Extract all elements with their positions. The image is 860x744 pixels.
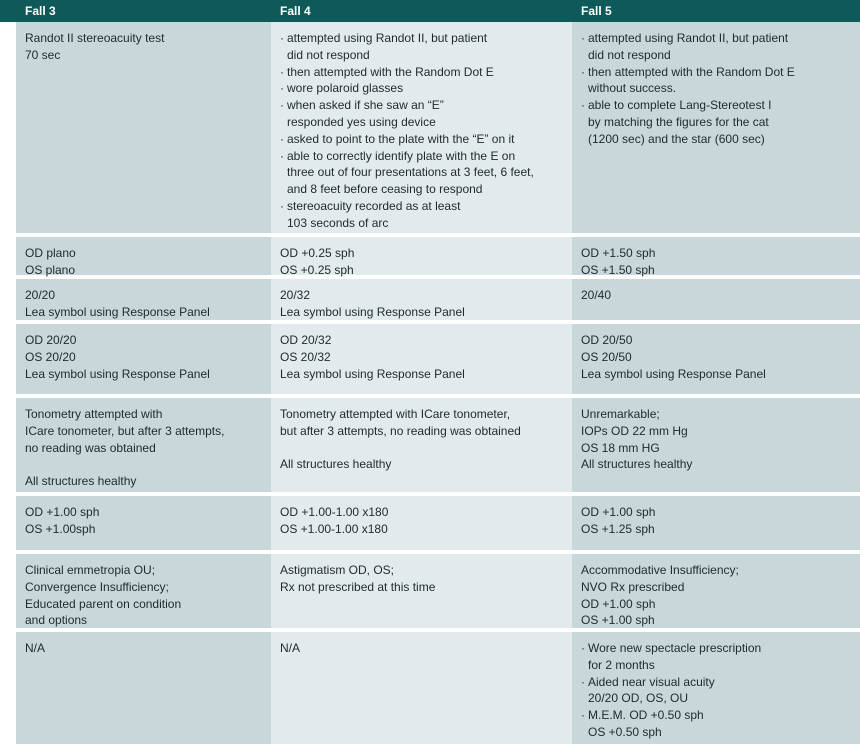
list-item: · asked to point to the plate with the “E” on it	[280, 131, 564, 148]
cell-fall-5: 20/40	[572, 279, 860, 320]
table-row	[0, 237, 860, 275]
table-header	[0, 0, 860, 22]
header-fall-3: Fall 3	[25, 4, 56, 18]
cell-fall-3: Clinical emmetropia OU; Convergence Insufficiency; Educated parent on condition and options	[16, 554, 271, 628]
cell-fall-4: OD 20/32 OS 20/32 Lea symbol using Response Panel	[271, 324, 572, 394]
list-item: · then attempted with the Random Dot E without success.	[581, 64, 852, 98]
cell-fall-5: OD +1.50 sph OS +1.50 sph	[572, 237, 860, 275]
header-fall-5: Fall 5	[581, 4, 612, 18]
list-item: · wore polaroid glasses	[280, 80, 564, 97]
list-item: · attempted using Randot II, but patient did not respond	[581, 30, 852, 64]
list-item: · then attempted with the Random Dot E	[280, 64, 564, 81]
cell-fall-4: Astigmatism OD, OS; Rx not prescribed at this time	[271, 554, 572, 628]
cell-fall-5: OD 20/50 OS 20/50 Lea symbol using Response Panel	[572, 324, 860, 394]
list-item: · Wore new spectacle prescription for 2 months	[581, 640, 852, 674]
list-item: · attempted using Randot II, but patient did not respond	[280, 30, 564, 64]
header-fall-4: Fall 4	[280, 4, 311, 18]
bullet-list	[581, 30, 852, 148]
list-item: · when asked if she saw an “E” responded yes using device	[280, 97, 564, 131]
cell-fall-3: Randot II stereoacuity test 70 sec	[16, 22, 271, 233]
cell-fall-4: N/A	[271, 632, 572, 744]
cell-fall-5: OD +1.00 sph OS +1.25 sph	[572, 496, 860, 550]
cell-fall-4: OD +0.25 sph OS +0.25 sph	[271, 237, 572, 275]
list-item: · M.E.M. OD +0.50 sph OS +0.50 sph	[581, 707, 852, 741]
cell-fall-3: Tonometry attempted with ICare tonometer, but after 3 attempts, no reading was obtained All structures healthy	[16, 398, 271, 492]
cell-fall-5: Accommodative Insufficiency; NVO Rx prescribed OD +1.00 sph OS +1.00 sph	[572, 554, 860, 628]
bullet-list	[581, 640, 852, 741]
table-row	[0, 279, 860, 320]
cell-fall-3: OD plano OS plano	[16, 237, 271, 275]
table-row	[0, 22, 860, 233]
cell-fall-3: OD 20/20 OS 20/20 Lea symbol using Response Panel	[16, 324, 271, 394]
cell-fall-3: 20/20 Lea symbol using Response Panel	[16, 279, 271, 320]
cell-fall-5	[572, 632, 860, 744]
cell-fall-4: 20/32 Lea symbol using Response Panel	[271, 279, 572, 320]
list-item: · stereoacuity recorded as at least 103 seconds of arc	[280, 198, 564, 232]
cell-fall-3: OD +1.00 sph OS +1.00sph	[16, 496, 271, 550]
cell-fall-5	[572, 22, 860, 233]
list-item: · Aided near visual acuity 20/20 OD, OS, OU	[581, 674, 852, 708]
table-row	[0, 554, 860, 628]
table-row	[0, 496, 860, 550]
cell-fall-4: Tonometry attempted with ICare tonometer, but after 3 attempts, no reading was obtained All structures healthy	[271, 398, 572, 492]
table-row	[0, 632, 860, 744]
list-item: · able to complete Lang-Stereotest I by matching the figures for the cat (1200 sec) and the star (600 sec)	[581, 97, 852, 147]
list-item: · able to correctly identify plate with the E on three out of four presentations at 3 feet, 6 feet, and 8 feet before ceasing to respond	[280, 148, 564, 198]
table-row	[0, 324, 860, 394]
cell-fall-4: OD +1.00-1.00 x180 OS +1.00-1.00 x180	[271, 496, 572, 550]
cell-fall-5: Unremarkable; IOPs OD 22 mm Hg OS 18 mm HG All structures healthy	[572, 398, 860, 492]
table-row	[0, 398, 860, 492]
cell-fall-3: N/A	[16, 632, 271, 744]
bullet-list	[280, 30, 564, 232]
cell-fall-4	[271, 22, 572, 233]
